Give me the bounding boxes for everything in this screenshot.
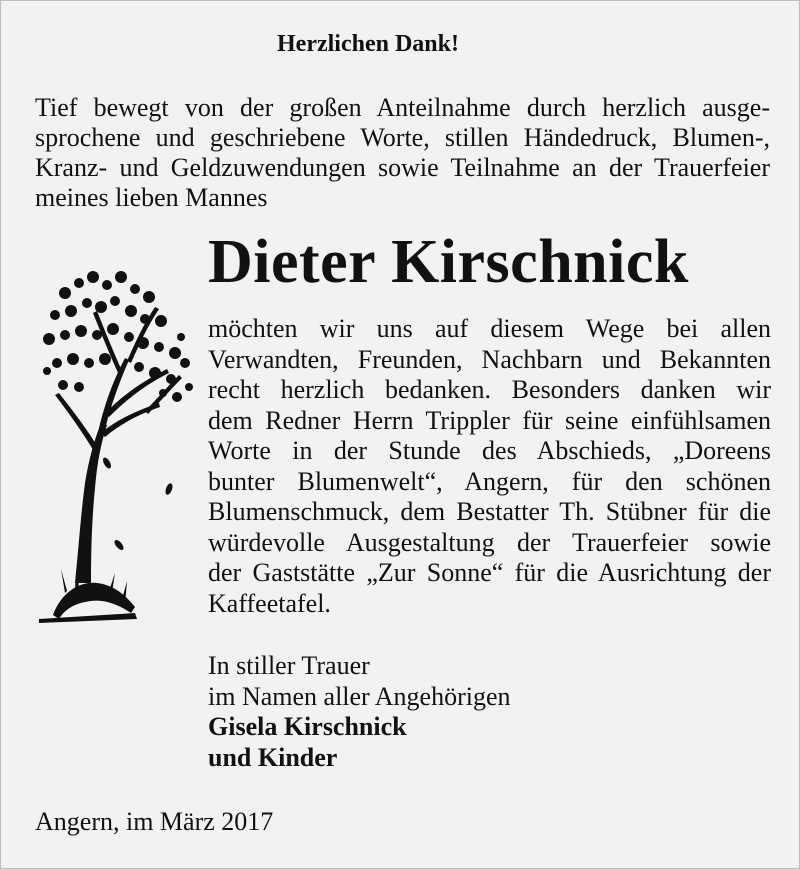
- body-line: der Gaststätte „Zur Sonne“ für die Ausrichtung der: [208, 558, 771, 587]
- intro-line: sprochene und geschriebene Worte, stillen Händedruck, Blumen-,: [35, 123, 770, 152]
- intro-line: Tief bewegt von der großen Anteilnahme durch herzlich ausge-: [35, 93, 770, 122]
- body-line: Blumenschmuck, dem Bestatter Th. Stübner für die: [208, 497, 771, 526]
- thanks-paragraph: [208, 314, 771, 619]
- body-line: Verwandten, Freunden, Nachbarn und Bekannten: [208, 344, 771, 374]
- body-line: Worte in der Stunde des Abschieds, „Doreens: [208, 436, 771, 465]
- closing-line: In stiller Trauer: [208, 651, 370, 680]
- closing-line: im Namen aller Angehörigen: [208, 681, 511, 711]
- body-line: bunter Blumenwelt“, Angern, für den schönen: [208, 466, 771, 496]
- signer-name: Gisela Kirschnick: [208, 712, 407, 741]
- intro-line: meines lieben Mannes: [35, 183, 268, 212]
- body-line: möchten wir uns auf diesem Wege bei allen: [208, 314, 771, 343]
- place-date: Angern, im März 2017: [35, 807, 274, 836]
- intro-line: Kranz- und Geldzuwendungen sowie Teilnahme an der Trauerfeier: [35, 153, 770, 182]
- tree-illustration: [35, 263, 197, 623]
- signer-family: und Kinder: [208, 742, 338, 772]
- deceased-name: Dieter Kirschnick: [208, 228, 689, 296]
- body-line: recht herzlich bedanken. Besonders danken wir: [208, 375, 771, 404]
- intro-paragraph: [35, 93, 770, 213]
- notice-heading: Herzlichen Dank!: [277, 31, 459, 57]
- closing-block: [208, 651, 511, 773]
- body-line: würdevolle Ausgestaltung der Trauerfeier sowie: [208, 527, 771, 557]
- body-line: dem Redner Herrn Trippler für seine einfühlsamen: [208, 405, 771, 435]
- body-line: Kaffeetafel.: [208, 588, 331, 618]
